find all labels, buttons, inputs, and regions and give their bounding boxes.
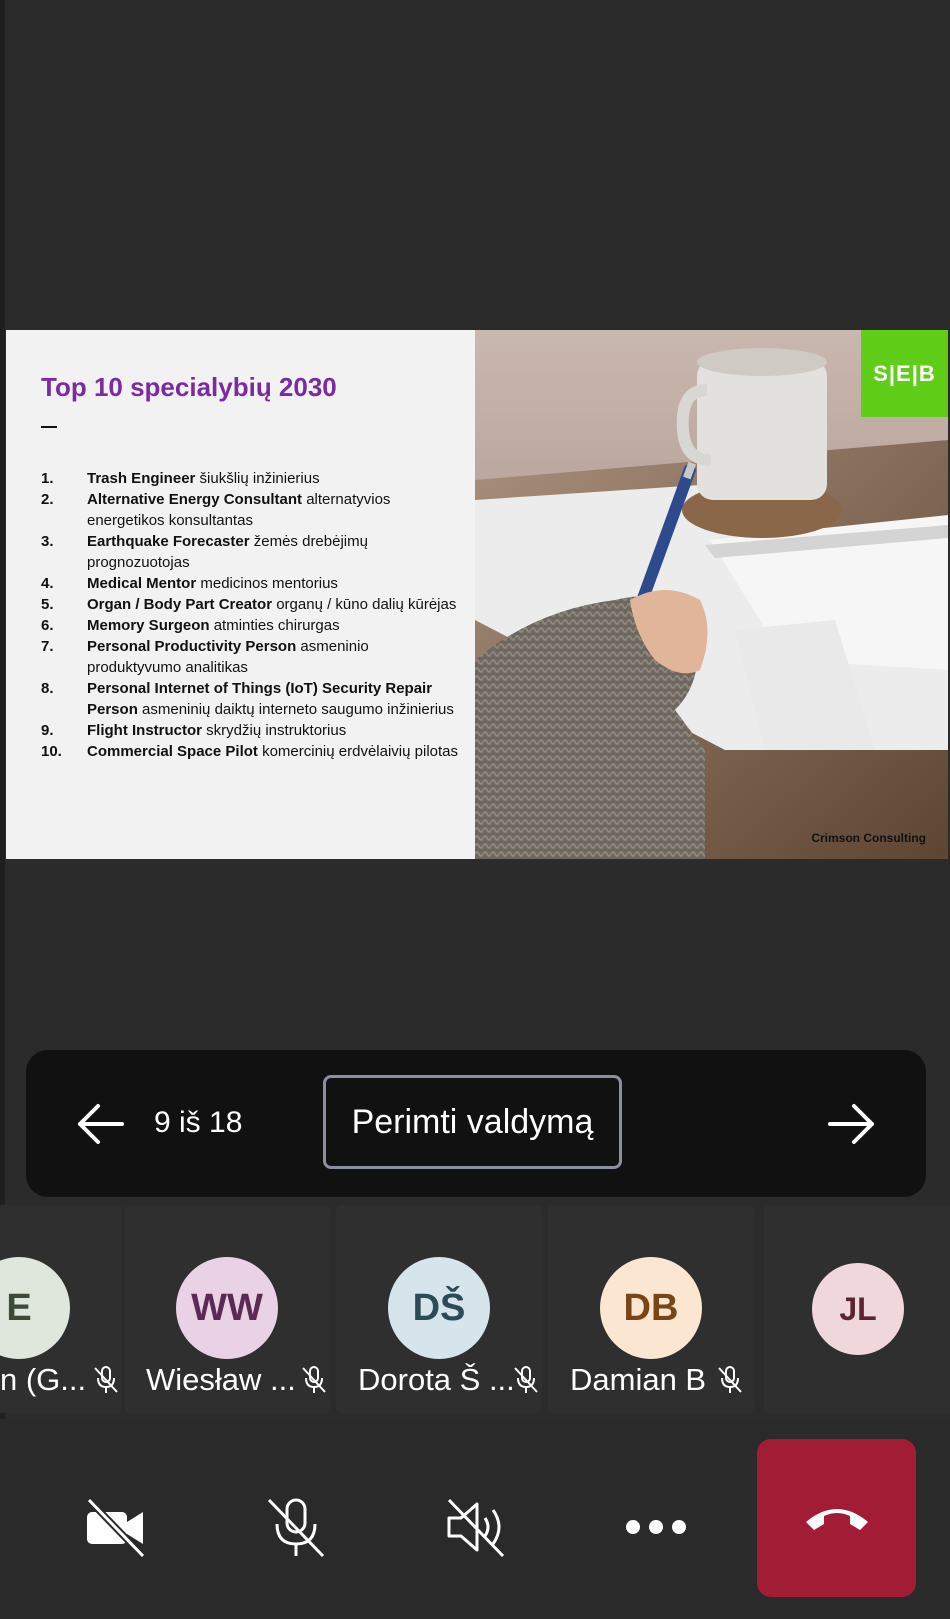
job-number: 1. bbox=[41, 470, 54, 487]
participant-avatar bbox=[600, 1257, 702, 1359]
participant-name: Wiesław ... bbox=[146, 1362, 296, 1397]
participant-initials: DB bbox=[623, 1286, 679, 1329]
participant-tile[interactable] bbox=[548, 1205, 754, 1413]
seb-logo-text: S|E|B bbox=[873, 360, 936, 386]
slide-credit: Crimson Consulting bbox=[811, 831, 926, 845]
speaker-off-icon bbox=[443, 1494, 509, 1560]
hang-up-icon bbox=[802, 1498, 872, 1538]
job-title-en: Organ / Body Part Creator bbox=[87, 596, 273, 613]
job-title-en: Medical Mentor bbox=[87, 575, 197, 592]
camera-toggle-button[interactable] bbox=[76, 1487, 156, 1567]
job-title-lt: skrydžių instruktorius bbox=[206, 722, 347, 739]
job-title-en: Commercial Space Pilot bbox=[87, 743, 258, 760]
job-number: 5. bbox=[41, 596, 54, 613]
job-list-item bbox=[41, 720, 461, 741]
job-title-en: Personal Productivity Person bbox=[87, 638, 297, 655]
job-list-item bbox=[41, 678, 461, 720]
job-title-en: Trash Engineer bbox=[87, 470, 196, 487]
job-number: 4. bbox=[41, 575, 54, 592]
participant-tile[interactable] bbox=[336, 1205, 542, 1413]
slide-title: Top 10 specialybių 2030 bbox=[41, 372, 337, 402]
participant-tile[interactable] bbox=[764, 1205, 950, 1413]
job-number: 10. bbox=[41, 743, 62, 760]
job-list-item bbox=[41, 573, 461, 594]
job-title-en: Alternative Energy Consultant bbox=[87, 491, 303, 508]
job-title-lt: žemės drebėjimų prognozuotojas bbox=[87, 533, 368, 571]
job-title-en: Personal Internet of Things (IoT) Security Repair Person bbox=[87, 680, 433, 718]
presentation-slide bbox=[6, 330, 948, 859]
participant-tile[interactable] bbox=[124, 1205, 330, 1413]
job-list-item bbox=[41, 636, 461, 678]
participant-avatar bbox=[176, 1257, 278, 1359]
job-list-item bbox=[41, 468, 461, 489]
job-title-lt: asmeninio produktyvumo analitikas bbox=[87, 638, 369, 676]
next-slide-button[interactable] bbox=[822, 1094, 882, 1154]
job-list-item bbox=[41, 594, 461, 615]
hang-up-button[interactable] bbox=[757, 1439, 916, 1597]
job-number: 9. bbox=[41, 722, 54, 739]
job-title-lt: medicinos mentorius bbox=[200, 575, 338, 592]
job-number: 3. bbox=[41, 533, 54, 550]
participant-avatar bbox=[812, 1263, 904, 1355]
participant-name: Dorota Š ... bbox=[358, 1362, 515, 1397]
participant-initials: WW bbox=[191, 1286, 263, 1329]
job-title-lt: asmeninių daiktų interneto saugumo inžinierius bbox=[142, 701, 454, 718]
mic-off-icon bbox=[716, 1365, 744, 1395]
arrow-left-icon bbox=[74, 1102, 126, 1146]
title-divider bbox=[41, 426, 57, 428]
slide-photo bbox=[475, 330, 948, 859]
job-number: 8. bbox=[41, 680, 54, 697]
participant-name: n (G... bbox=[0, 1362, 87, 1397]
job-number: 7. bbox=[41, 638, 54, 655]
camera-off-icon bbox=[83, 1494, 149, 1560]
job-title-lt: šiukšlių inžinierius bbox=[199, 470, 320, 487]
job-title-lt: organų / kūno dalių kūrėjas bbox=[276, 596, 457, 613]
job-title-en: Memory Surgeon bbox=[87, 617, 210, 634]
slide-text-panel bbox=[6, 330, 475, 859]
participant-initials: E bbox=[6, 1286, 32, 1329]
participant-tile[interactable] bbox=[0, 1205, 122, 1413]
job-title-lt: alternatyvios energetikos konsultantas bbox=[87, 491, 391, 529]
more-options-button[interactable] bbox=[616, 1487, 696, 1567]
job-list-item bbox=[41, 615, 461, 636]
participant-name: Damian B bbox=[570, 1362, 707, 1397]
job-list bbox=[41, 468, 461, 762]
job-title-lt: atminties chirurgas bbox=[213, 617, 340, 634]
job-list-item bbox=[41, 741, 461, 762]
speaker-toggle-button[interactable] bbox=[436, 1487, 516, 1567]
seb-logo bbox=[861, 330, 948, 417]
job-number: 2. bbox=[41, 491, 54, 508]
mic-off-icon bbox=[263, 1494, 329, 1560]
slide-page-indicator: 9 iš 18 bbox=[154, 1106, 243, 1139]
job-title-en: Earthquake Forecaster bbox=[87, 533, 250, 550]
job-title-en: Flight Instructor bbox=[87, 722, 202, 739]
participant-avatar bbox=[388, 1257, 490, 1359]
participant-initials: DŠ bbox=[412, 1286, 466, 1329]
call-control-bar bbox=[0, 1419, 950, 1619]
mic-off-icon bbox=[300, 1365, 328, 1395]
participant-strip[interactable] bbox=[0, 1205, 950, 1413]
job-title-lt: komercinių erdvėlaivių pilotas bbox=[262, 743, 459, 760]
participant-initials: JL bbox=[839, 1290, 877, 1327]
mic-off-icon bbox=[512, 1365, 540, 1395]
presentation-controls bbox=[26, 1050, 926, 1197]
arrow-right-icon bbox=[826, 1102, 878, 1146]
take-control-button[interactable]: Perimti valdymą bbox=[323, 1075, 622, 1169]
more-options-icon bbox=[623, 1517, 689, 1537]
job-list-item bbox=[41, 489, 461, 531]
previous-slide-button[interactable] bbox=[70, 1094, 130, 1154]
job-list-item bbox=[41, 531, 461, 573]
mic-off-icon bbox=[92, 1365, 120, 1395]
job-number: 6. bbox=[41, 617, 54, 634]
participant-avatar bbox=[0, 1257, 70, 1359]
microphone-toggle-button[interactable] bbox=[256, 1487, 336, 1567]
